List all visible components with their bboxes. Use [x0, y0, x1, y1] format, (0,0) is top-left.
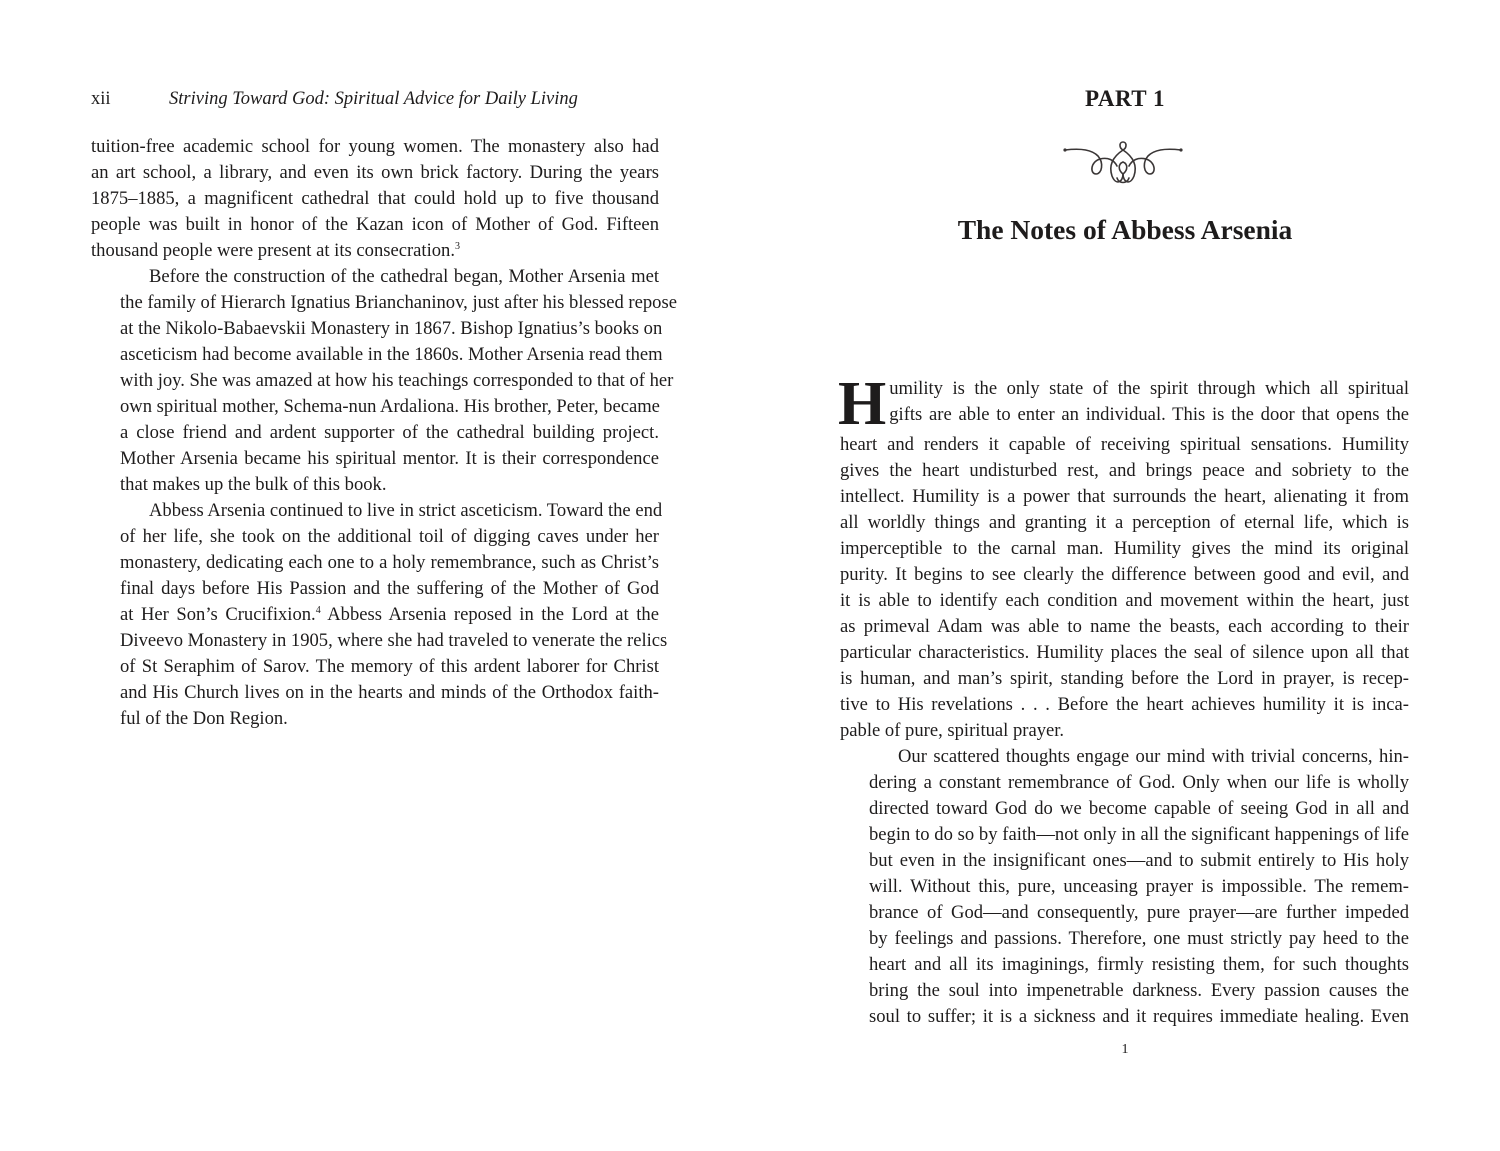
page-number: xii — [91, 89, 111, 109]
text-line: final days before His Passion and the suffering of the Mother of God — [120, 578, 659, 599]
right-page — [750, 0, 1500, 1151]
text-line: ful of the Don Region. — [120, 708, 288, 729]
text-line: people was built in honor of the Kazan icon of Mother of God. Fifteen — [91, 214, 659, 235]
left-body-text — [91, 134, 677, 732]
drop-cap: H — [838, 370, 887, 438]
text-line: heart and renders it capable of receiving spiritual sensations. Humility — [840, 434, 1409, 455]
text-line: of her life, she took on the additional toil of digging caves under her — [120, 526, 659, 547]
text-line: and His Church lives on in the hearts and minds of the Orthodox faith- — [120, 682, 659, 703]
book-title: Striving Toward God: Spiritual Advice for Daily Living — [169, 89, 578, 109]
text-line: the family of Hierarch Ignatius Brianchaninov, just after his blessed repose — [120, 292, 677, 313]
text-line: umility is the only state of the spirit through which all spiritual — [889, 378, 1409, 399]
text-line: monastery, dedicating each one to a holy remembrance, such as Christ’s — [120, 552, 659, 573]
text-line: Abbess Arsenia continued to live in strict asceticism. Toward the end — [149, 500, 663, 521]
page-number: 1 — [1121, 1042, 1129, 1057]
footnote-ref[interactable]: 3 — [455, 241, 461, 252]
scroll-flourish-ornament-icon — [1062, 138, 1184, 190]
text-line: that makes up the bulk of this book. — [120, 474, 387, 495]
text-line: an art school, a library, and even its own brick factory. During the years — [91, 162, 659, 183]
text-line: a close friend and ardent supporter of the cathedral building project. — [120, 422, 659, 443]
text-line: heart and all its imaginings, firmly resisting them, for such thoughts — [869, 954, 1409, 975]
text-line: purity. It begins to see clearly the difference between good and evil, and — [840, 564, 1409, 585]
text-line: Our scattered thoughts engage our mind with trivial concerns, hin- — [898, 746, 1409, 767]
paragraph — [838, 370, 1409, 744]
text-line: at the Nikolo-Babaevskii Monastery in 1867. Bishop Ignatius’s books on — [120, 318, 663, 339]
text-line: particular characteristics. Humility places the seal of silence upon all that — [840, 642, 1409, 663]
text-line: but even in the insignificant ones—and to submit entirely to His holy — [869, 850, 1409, 871]
text-line: will. Without this, pure, unceasing prayer is impossible. The remem- — [869, 876, 1409, 897]
text-line: Diveevo Monastery in 1905, where she had traveled to venerate the relics — [120, 630, 668, 651]
text-line: begin to do so by faith—not only in all the significant happenings of life — [869, 824, 1409, 845]
paragraph — [840, 744, 1409, 1030]
text-line: with joy. She was amazed at how his teachings corresponded to that of her — [120, 370, 674, 391]
text-line: 1875–1885, a magnificent cathedral that could hold up to five thousand — [91, 188, 659, 209]
text-line: tive to His revelations . . . Before the heart achieves humility it is inca- — [840, 694, 1409, 715]
text-line: soul to suffer; it is a sickness and it requires immediate healing. Even — [869, 1006, 1409, 1027]
part-label: PART 1 — [1085, 86, 1165, 111]
text-line: of St Seraphim of Sarov. The memory of this ardent laborer for Christ — [120, 656, 659, 677]
footnote-ref[interactable]: 4 — [315, 605, 321, 616]
text-line: bring the soul into impenetrable darkness. Every passion causes the — [869, 980, 1409, 1001]
right-body-text — [838, 370, 1409, 1030]
text-line: pable of pure, spiritual prayer. — [840, 720, 1065, 741]
text-line: thousand people were present at its consecration.$^3$ — [91, 240, 461, 261]
text-line: at Her Son’s Crucifixion.$^4$ Abbess Arsenia reposed in the Lord at the — [120, 604, 659, 625]
text-line: Before the construction of the cathedral began, Mother Arsenia met — [149, 266, 659, 287]
text-line: as primeval Adam was able to name the beasts, each according to their — [840, 616, 1409, 637]
text-line: it is able to identify each condition and movement within the heart, just — [840, 590, 1409, 611]
text-line: all worldly things and granting it a perception of eternal life, which is — [840, 512, 1409, 533]
text-line: intellect. Humility is a power that surrounds the heart, alienating it from — [840, 486, 1409, 507]
text-line: dering a constant remembrance of God. Only when our life is wholly — [869, 772, 1409, 793]
text-line: gifts are able to enter an individual. This is the door that opens the — [889, 404, 1409, 425]
text-line: tuition-free academic school for young women. The monastery also had — [91, 136, 659, 157]
text-line: is human, and man’s spirit, standing before the Lord in prayer, is recep- — [840, 668, 1409, 689]
text-line: Mother Arsenia became his spiritual mentor. It is their correspondence — [120, 448, 659, 469]
text-line: imperceptible to the carnal man. Humility gives the mind its original — [840, 538, 1409, 559]
text-line: directed toward God do we become capable of seeing God in all and — [869, 798, 1409, 819]
part-title: The Notes of Abbess Arsenia — [957, 214, 1293, 245]
paragraph — [91, 498, 668, 732]
paragraph — [91, 134, 659, 264]
paragraph — [91, 264, 677, 498]
text-line: gives the heart undisturbed rest, and brings peace and sobriety to the — [840, 460, 1409, 481]
text-line: brance of God—and consequently, pure prayer—are further impeded — [869, 902, 1409, 923]
text-line: by feelings and passions. Therefore, one must strictly pay heed to the — [869, 928, 1409, 949]
text-line: own spiritual mother, Schema-nun Ardaliona. His brother, Peter, became — [120, 396, 660, 417]
running-head — [91, 86, 578, 112]
text-line: asceticism had become available in the 1860s. Mother Arsenia read them — [120, 344, 663, 365]
